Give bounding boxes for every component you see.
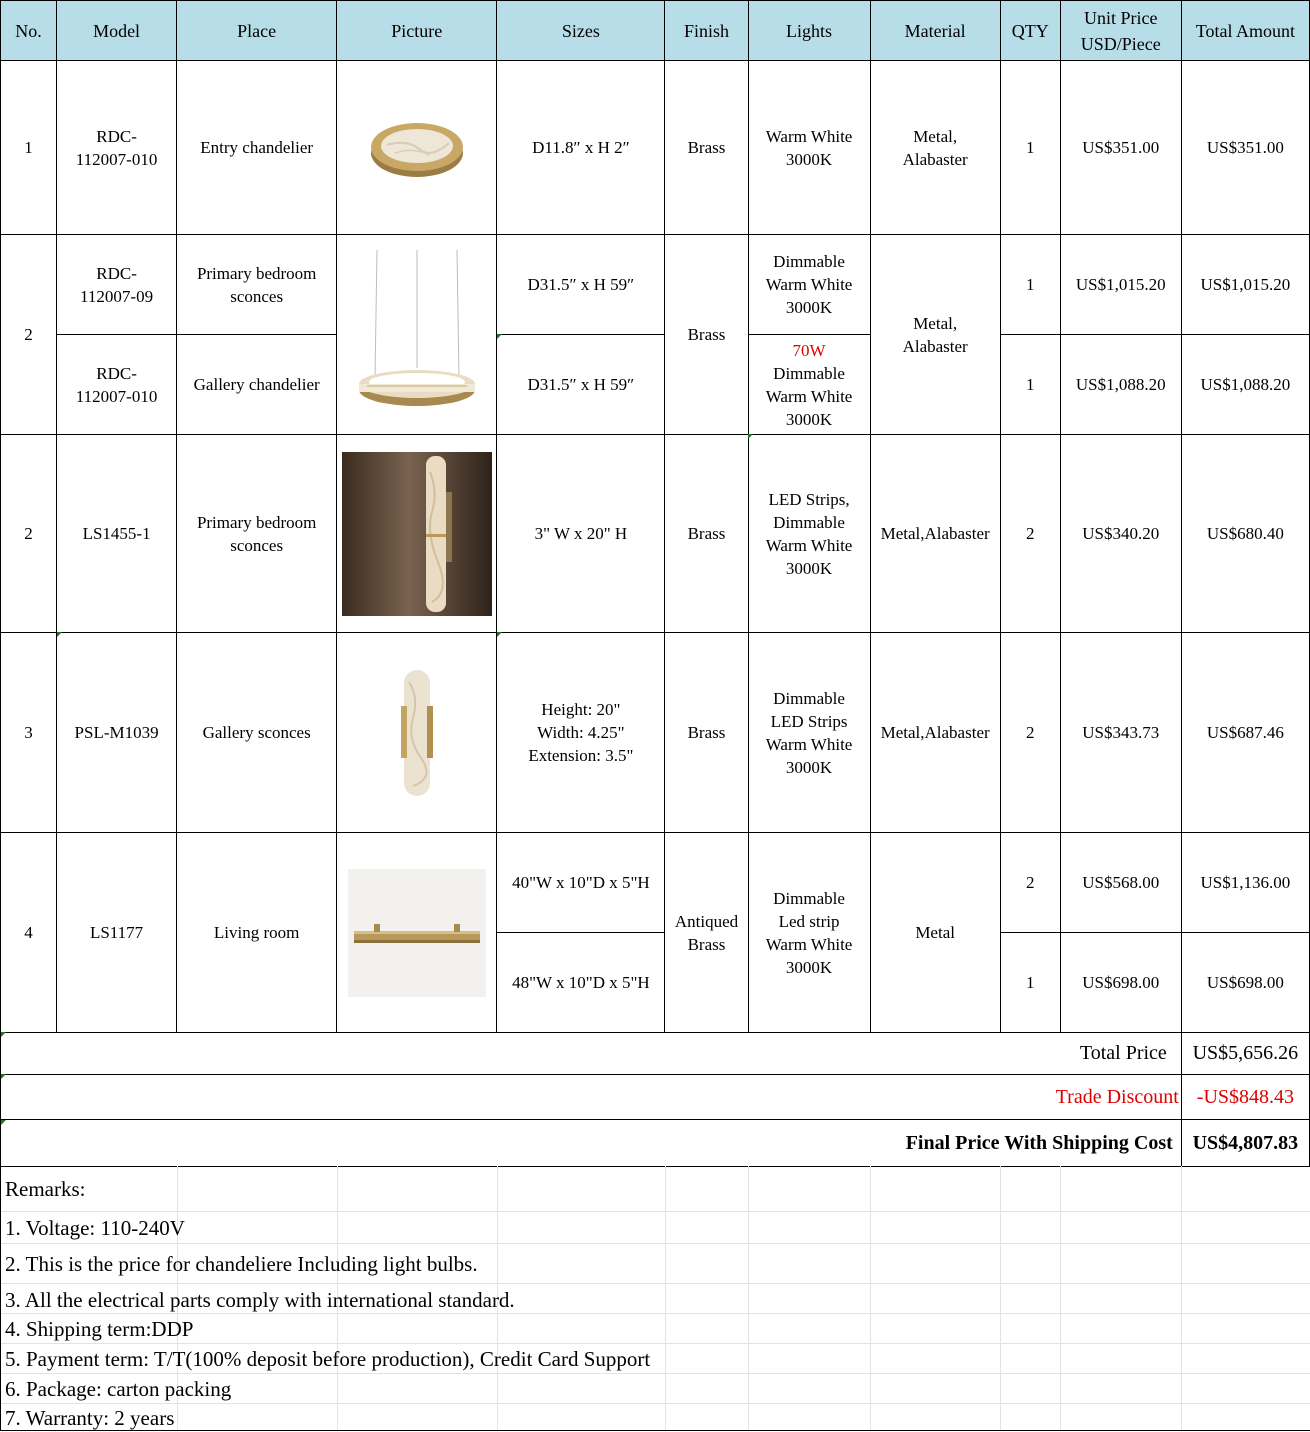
cell-material[interactable]: [870, 61, 1000, 235]
finish-line: Antiqued: [674, 911, 739, 931]
cell-material[interactable]: Metal,Alabaster: [870, 435, 1000, 633]
remarks-section: [0, 1166, 1310, 1431]
cell-place[interactable]: Entry chandelier: [177, 61, 337, 235]
cell-lights[interactable]: [748, 235, 870, 335]
cell-unit-price[interactable]: US$340.20: [1060, 435, 1181, 633]
cell-qty[interactable]: 1: [1000, 61, 1060, 235]
cell-no[interactable]: 3: [1, 633, 57, 833]
material-line: Metal,: [913, 126, 958, 146]
lights-line: LED Strips: [770, 711, 848, 731]
remark-text: 2. This is the price for chandeliere Including light bulbs.: [5, 1252, 478, 1276]
flush-chandelier-image: [367, 113, 467, 183]
lights-line: Dimmable: [773, 512, 845, 532]
place-line: sconces: [230, 286, 284, 306]
trade-discount-row: [1, 1075, 1310, 1120]
cell-total[interactable]: US$1,015.20: [1181, 235, 1309, 335]
model-line: 112007-09: [80, 286, 154, 306]
remark-line: [1, 1374, 1310, 1404]
cell-place[interactable]: Living room: [177, 833, 337, 1033]
wattage-label: 70W: [792, 340, 826, 360]
cell-unit-price[interactable]: US$343.73: [1060, 633, 1181, 833]
remark-text: 7. Warranty: 2 years: [5, 1406, 175, 1430]
cell-model[interactable]: [57, 61, 177, 235]
picture-light-image: [348, 869, 486, 997]
size-line: Height: 20": [541, 700, 621, 719]
model-line: RDC-: [96, 263, 137, 283]
lights-line: 3000K: [785, 298, 833, 317]
header-finish[interactable]: Finish: [665, 1, 748, 61]
total-price-value[interactable]: US$5,656.26: [1181, 1033, 1309, 1075]
remarks-title: [1, 1166, 1310, 1212]
material-line: Alabaster: [902, 336, 968, 356]
cell-picture[interactable]: [337, 61, 497, 235]
remark-text: 3. All the electrical parts comply with international standard.: [5, 1288, 515, 1312]
cell-unit-price[interactable]: US$351.00: [1060, 61, 1181, 235]
cell-qty[interactable]: 1: [1000, 235, 1060, 335]
cell-size[interactable]: D11.8″ x H 2″: [497, 61, 665, 235]
comment-marker-icon[interactable]: [57, 632, 62, 637]
cell-place[interactable]: [177, 435, 337, 633]
remark-text: 6. Package: carton packing: [5, 1377, 232, 1401]
header-total-amount[interactable]: Total Amount: [1181, 1, 1309, 61]
header-unit-price-line2: USD/Piece: [1080, 33, 1161, 54]
place-line: Primary bedroom: [196, 263, 317, 283]
comment-marker-icon[interactable]: [1, 1074, 6, 1079]
lights-line: Warm White: [765, 734, 853, 754]
remark-line: [1, 1344, 1310, 1374]
rounded-sconce-image: [387, 668, 447, 798]
remark-line: [1, 1314, 1310, 1344]
material-line: Metal,: [913, 313, 958, 333]
header-unit-price[interactable]: [1060, 1, 1181, 61]
lights-line: Dimmable: [773, 363, 845, 383]
cell-lights[interactable]: [748, 435, 870, 633]
cell-size[interactable]: 40"W x 10"D x 5"H: [497, 833, 665, 933]
cell-size[interactable]: [497, 633, 665, 833]
cell-lights[interactable]: [748, 833, 870, 1033]
cell-picture[interactable]: [337, 235, 497, 435]
lights-line: 3000K: [785, 957, 833, 977]
cell-size[interactable]: 3" W x 20" H: [497, 435, 665, 633]
header-sizes[interactable]: Sizes: [497, 1, 665, 61]
cell-total[interactable]: US$680.40: [1181, 435, 1309, 633]
size-line: Extension: 3.5": [528, 746, 634, 765]
cell-lights[interactable]: [748, 61, 870, 235]
cell-no[interactable]: 2: [1, 235, 57, 435]
cell-model[interactable]: [57, 235, 177, 335]
cell-model[interactable]: LS1177: [57, 833, 177, 1033]
material-line: Alabaster: [902, 149, 968, 169]
final-price-row: [1, 1120, 1310, 1167]
cell-picture[interactable]: [337, 633, 497, 833]
remark-line: [1, 1404, 1310, 1429]
remark-text: 4. Shipping term:DDP: [5, 1317, 194, 1341]
remark-line: [1, 1212, 1310, 1244]
table-row: [1, 235, 1310, 335]
vertical-sconce-image: [342, 452, 492, 616]
cell-place[interactable]: Gallery chandelier: [177, 335, 337, 435]
header-place[interactable]: Place: [177, 1, 337, 61]
lights-line: Warm White: [765, 535, 853, 555]
cell-finish[interactable]: Brass: [665, 61, 748, 235]
cell-lights[interactable]: [748, 335, 870, 435]
trade-discount-value[interactable]: -US$848.43: [1181, 1075, 1309, 1120]
lights-line: Dimmable: [773, 888, 845, 908]
model-line: RDC-: [96, 126, 137, 146]
cell-material[interactable]: [870, 235, 1000, 435]
lights-line: 3000K: [785, 409, 833, 429]
remark-line: [1, 1244, 1310, 1284]
cell-finish[interactable]: Brass: [665, 235, 748, 435]
place-line: sconces: [230, 535, 284, 555]
size-line: Width: 4.25": [537, 723, 625, 742]
cell-finish[interactable]: [665, 833, 748, 1033]
cell-size[interactable]: D31.5″ x H 59″: [497, 235, 665, 335]
header-picture[interactable]: Picture: [337, 1, 497, 61]
total-price-label[interactable]: Total Price: [1, 1033, 1182, 1075]
lights-line: Dimmable: [773, 688, 845, 708]
lights-line: LED Strips,: [768, 489, 850, 509]
comment-marker-icon[interactable]: [748, 434, 753, 439]
cell-picture[interactable]: [337, 833, 497, 1033]
lights-line: Warm White: [765, 275, 853, 294]
lights-line: Led strip: [778, 911, 840, 931]
table-row: [1, 833, 1310, 933]
cell-lights[interactable]: [748, 633, 870, 833]
cell-model[interactable]: PSL-M1039: [57, 633, 177, 833]
trade-discount-label[interactable]: Trade Discount: [1, 1075, 1182, 1120]
table-row: [1, 61, 1310, 235]
cell-material[interactable]: Metal,Alabaster: [870, 633, 1000, 833]
header-no[interactable]: No.: [1, 1, 57, 61]
remark-line: [1, 1284, 1310, 1314]
lights-line: Dimmable: [773, 252, 845, 271]
model-line: 112007-010: [75, 149, 158, 169]
cell-picture[interactable]: [337, 435, 497, 633]
cell-total[interactable]: US$687.46: [1181, 633, 1309, 833]
cell-finish[interactable]: Brass: [665, 633, 748, 833]
lights-line: Warm White: [765, 934, 853, 954]
table-row: [1, 633, 1310, 833]
lights-line: Warm White: [765, 126, 853, 146]
lights-line: Warm White: [765, 386, 853, 406]
cell-place[interactable]: [177, 235, 337, 335]
cell-no[interactable]: 4: [1, 833, 57, 1033]
lights-line: 3000K: [785, 149, 833, 169]
header-model[interactable]: Model: [57, 1, 177, 61]
cell-size[interactable]: 48"W x 10"D x 5"H: [497, 933, 665, 1033]
lights-line: 3000K: [785, 558, 833, 578]
header-lights[interactable]: Lights: [748, 1, 870, 61]
finish-line: Brass: [687, 934, 726, 954]
cell-qty[interactable]: 1: [1000, 933, 1060, 1033]
cell-total[interactable]: US$698.00: [1181, 933, 1309, 1033]
cell-no[interactable]: 2: [1, 435, 57, 633]
model-line: 112007-010: [75, 386, 158, 406]
header-row: [1, 1, 1310, 61]
table-row: [1, 435, 1310, 633]
header-unit-price-line1: Unit Price: [1084, 7, 1158, 28]
cell-place[interactable]: Gallery sconces: [177, 633, 337, 833]
comment-marker-icon[interactable]: [1, 1120, 6, 1125]
model-line: RDC-: [96, 363, 137, 383]
cell-unit-price[interactable]: US$1,015.20: [1060, 235, 1181, 335]
cell-total[interactable]: US$1,136.00: [1181, 833, 1309, 933]
comment-marker-icon[interactable]: [497, 632, 502, 637]
remark-text: 5. Payment term: T/T(100% deposit before production), Credit Card Support: [5, 1347, 651, 1371]
table-row: [1, 335, 1310, 435]
lights-line: 3000K: [785, 757, 833, 777]
cell-material[interactable]: Metal: [870, 833, 1000, 1033]
final-price-label[interactable]: Final Price With Shipping Cost: [1, 1120, 1182, 1167]
cell-model[interactable]: LS1455-1: [57, 435, 177, 633]
cell-qty[interactable]: 1: [1000, 335, 1060, 435]
cell-total[interactable]: US$351.00: [1181, 61, 1309, 235]
cell-unit-price[interactable]: US$698.00: [1060, 933, 1181, 1033]
comment-marker-icon[interactable]: [497, 334, 502, 339]
ring-chandelier-image: [347, 250, 487, 420]
remark-text: 1. Voltage: 110-240V: [5, 1216, 185, 1240]
cell-qty[interactable]: 2: [1000, 435, 1060, 633]
cell-size[interactable]: D31.5″ x H 59″: [497, 335, 665, 435]
cell-no[interactable]: 1: [1, 61, 57, 235]
comment-marker-icon[interactable]: [1, 1032, 6, 1037]
cell-unit-price[interactable]: US$568.00: [1060, 833, 1181, 933]
total-price-row: [1, 1033, 1310, 1075]
cell-model[interactable]: [57, 335, 177, 435]
header-qty[interactable]: QTY: [1000, 1, 1060, 61]
cell-qty[interactable]: 2: [1000, 833, 1060, 933]
final-price-value[interactable]: US$4,807.83: [1181, 1120, 1309, 1167]
place-line: Primary bedroom: [196, 512, 317, 532]
cell-unit-price[interactable]: US$1,088.20: [1060, 335, 1181, 435]
remarks-title-text: Remarks:: [5, 1177, 86, 1201]
cell-total[interactable]: US$1,088.20: [1181, 335, 1309, 435]
header-material[interactable]: Material: [870, 1, 1000, 61]
cell-finish[interactable]: Brass: [665, 435, 748, 633]
cell-qty[interactable]: 2: [1000, 633, 1060, 833]
